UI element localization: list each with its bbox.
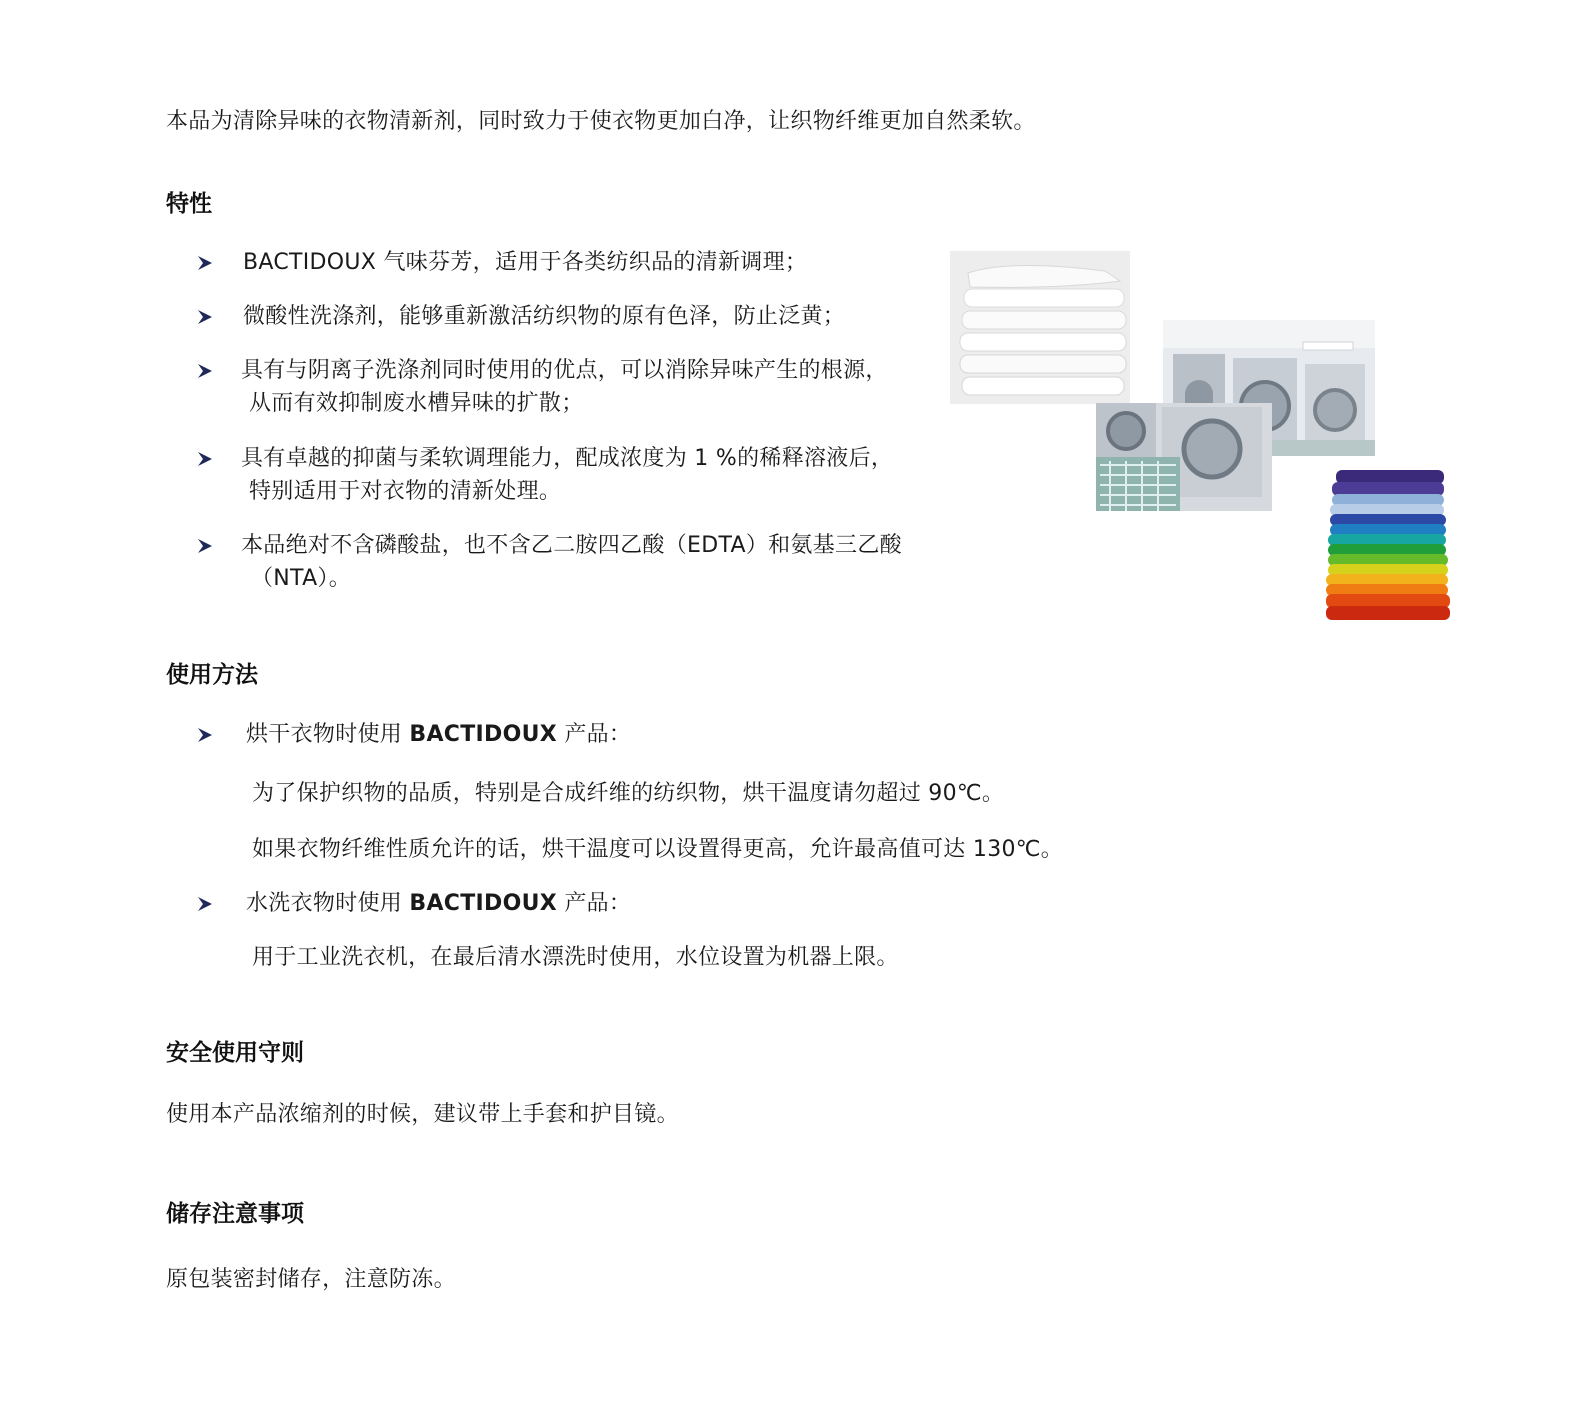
feature-item-3: 具有与阴离子洗涤剂同时使用的优点，可以消除异味产生的根源， [241, 358, 888, 383]
usage-heading: 使用方法 [166, 662, 258, 688]
feature-item-5-cont: （NTA）。 [251, 566, 352, 591]
features-heading: 特性 [166, 191, 212, 217]
feature-item-1: BACTIDOUX 气味芬芳，适用于各类纺织品的清新调理； [243, 250, 808, 275]
colorful-shirts-image [1326, 462, 1454, 622]
feature-item-4: 具有卓越的抑菌与柔软调理能力，配成浓度为 1 %的稀释溶液后， [241, 446, 894, 471]
usage-dry-prefix: 烘干衣物时使用 [246, 722, 410, 747]
usage-wash-brand: BACTIDOUX [409, 891, 558, 916]
arrow-bullet-icon [196, 450, 214, 468]
arrow-bullet-icon [196, 537, 214, 555]
feature-item-2: 微酸性洗涤剂，能够重新激活纺织物的原有色泽，防止泛黄； [243, 304, 846, 329]
arrow-bullet-icon [196, 726, 214, 744]
arrow-bullet-icon [196, 895, 214, 913]
usage-dry-note-1: 为了保护织物的品质，特别是合成纤维的纺织物，烘干温度请勿超过 90℃。 [252, 781, 1005, 806]
usage-dry-label [246, 718, 631, 751]
usage-wash-suffix: 产品： [557, 891, 632, 916]
feature-item-3-cont: 从而有效抑制废水槽异味的扩散； [249, 391, 584, 416]
usage-wash-note-1: 用于工业洗衣机，在最后清水漂洗时使用，水位设置为机器上限。 [252, 945, 899, 970]
storage-text: 原包装密封储存，注意防冻。 [166, 1267, 456, 1292]
feature-item-4-cont: 特别适用于对衣物的清新处理。 [249, 479, 562, 504]
usage-wash-prefix: 水洗衣物时使用 [246, 891, 410, 916]
usage-dry-brand: BACTIDOUX [409, 722, 558, 747]
feature-item-5: 本品绝对不含磷酸盐，也不含乙二胺四乙酸（EDTA）和氨基三乙酸 [241, 533, 902, 558]
storage-heading: 储存注意事项 [166, 1201, 304, 1227]
safety-text: 使用本产品浓缩剂的时候，建议带上手套和护目镜。 [166, 1102, 679, 1127]
usage-dry-suffix: 产品： [557, 722, 632, 747]
white-towels-image [950, 251, 1130, 404]
safety-heading: 安全使用守则 [166, 1040, 304, 1066]
washing-machines-image [1096, 403, 1272, 511]
arrow-bullet-icon [196, 308, 214, 326]
usage-wash-label [246, 887, 631, 920]
intro-text: 本品为清除异味的衣物清新剂，同时致力于使衣物更加白净，让织物纤维更加自然柔软。 [166, 109, 1036, 134]
arrow-bullet-icon [196, 362, 214, 380]
arrow-bullet-icon [196, 254, 214, 272]
usage-dry-note-2: 如果衣物纤维性质允许的话，烘干温度可以设置得更高，允许最高值可达 130℃。 [252, 837, 1064, 862]
